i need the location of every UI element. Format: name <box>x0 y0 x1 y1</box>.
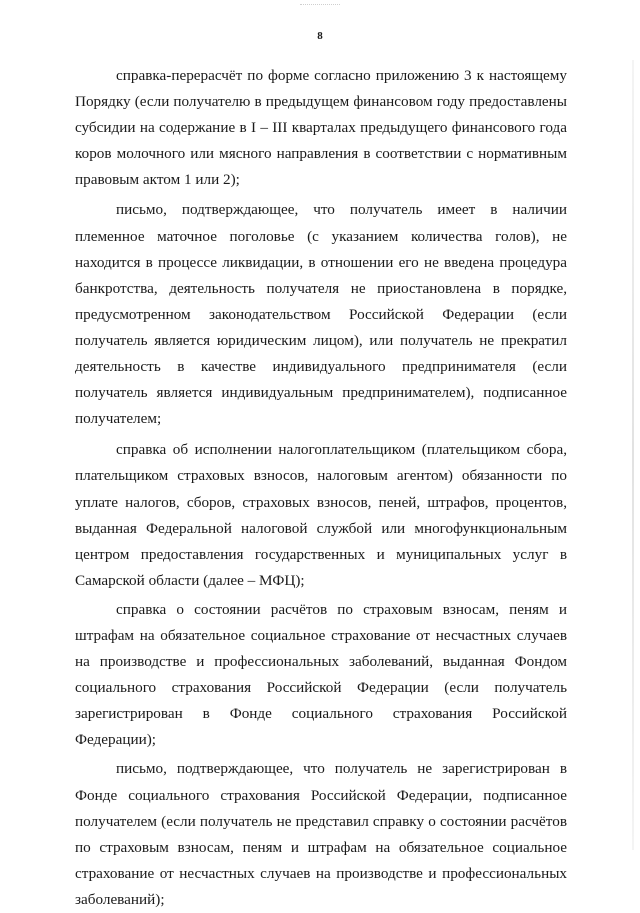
paragraph: письмо, подтверждающее, что получатель имеет в наличии племенное маточное поголовье (с указанием количества голов), не находится в процессе ликвидации, в отношении его не введена процедура банкротства, деятельность получателя не приостановлена в порядке, предусмотренном законодательством Российской Федерации (если получатель является юридическим лицом), или получатель не прекратил деятельность в качестве индивидуального предпринимателя (если получатель является индивидуальным предпринимателем), подписанное получателем; <box>75 201 567 428</box>
paragraph: справка о состоянии расчётов по страховым взносам, пеням и штрафам на обязательное социальное страхование от несчастных случаев на производстве и профессиональных заболеваний, выданная Фондом социального страхования Российской Федерации (если получатель зарегистрирован в Фонде социального страхования Российской Федерации); <box>75 600 567 749</box>
document-body <box>75 63 567 913</box>
paragraph: справка об исполнении налогоплательщиком (плательщиком сбора, плательщиком страховых взносов, налоговым агентом) обязанности по уплате налогов, сборов, страховых взносов, пеней, штрафов, процентов, выданная Федеральной налоговой службой или многофункциональным центром предоставления государственных и муниципальных услуг в Самарской области (далее – МФЦ); <box>75 441 567 589</box>
paragraph: письмо, подтверждающее, что получатель не зарегистрирован в Фонде социального страхования Российской Федерации, подписанное получателем (если получатель не представил справку о состоянии расчётов по страховым взносам, пеням и штрафам на обязательное социальное страхование от несчастных случаев на производстве и профессиональных заболеваний); <box>75 760 567 908</box>
paragraph: справка-перерасчёт по форме согласно приложению 3 к настоящему Порядку (если получателю в предыдущем финансовом году предоставлены субсидии на содержание в I – III кварталах предыдущего финансового года коров молочного или мясного направления в соответствии с нормативным правовым актом 1 или 2); <box>75 67 567 189</box>
scan-artifact <box>300 4 340 9</box>
page-number: 8 <box>317 30 323 42</box>
scan-edge-shadow <box>632 60 634 850</box>
